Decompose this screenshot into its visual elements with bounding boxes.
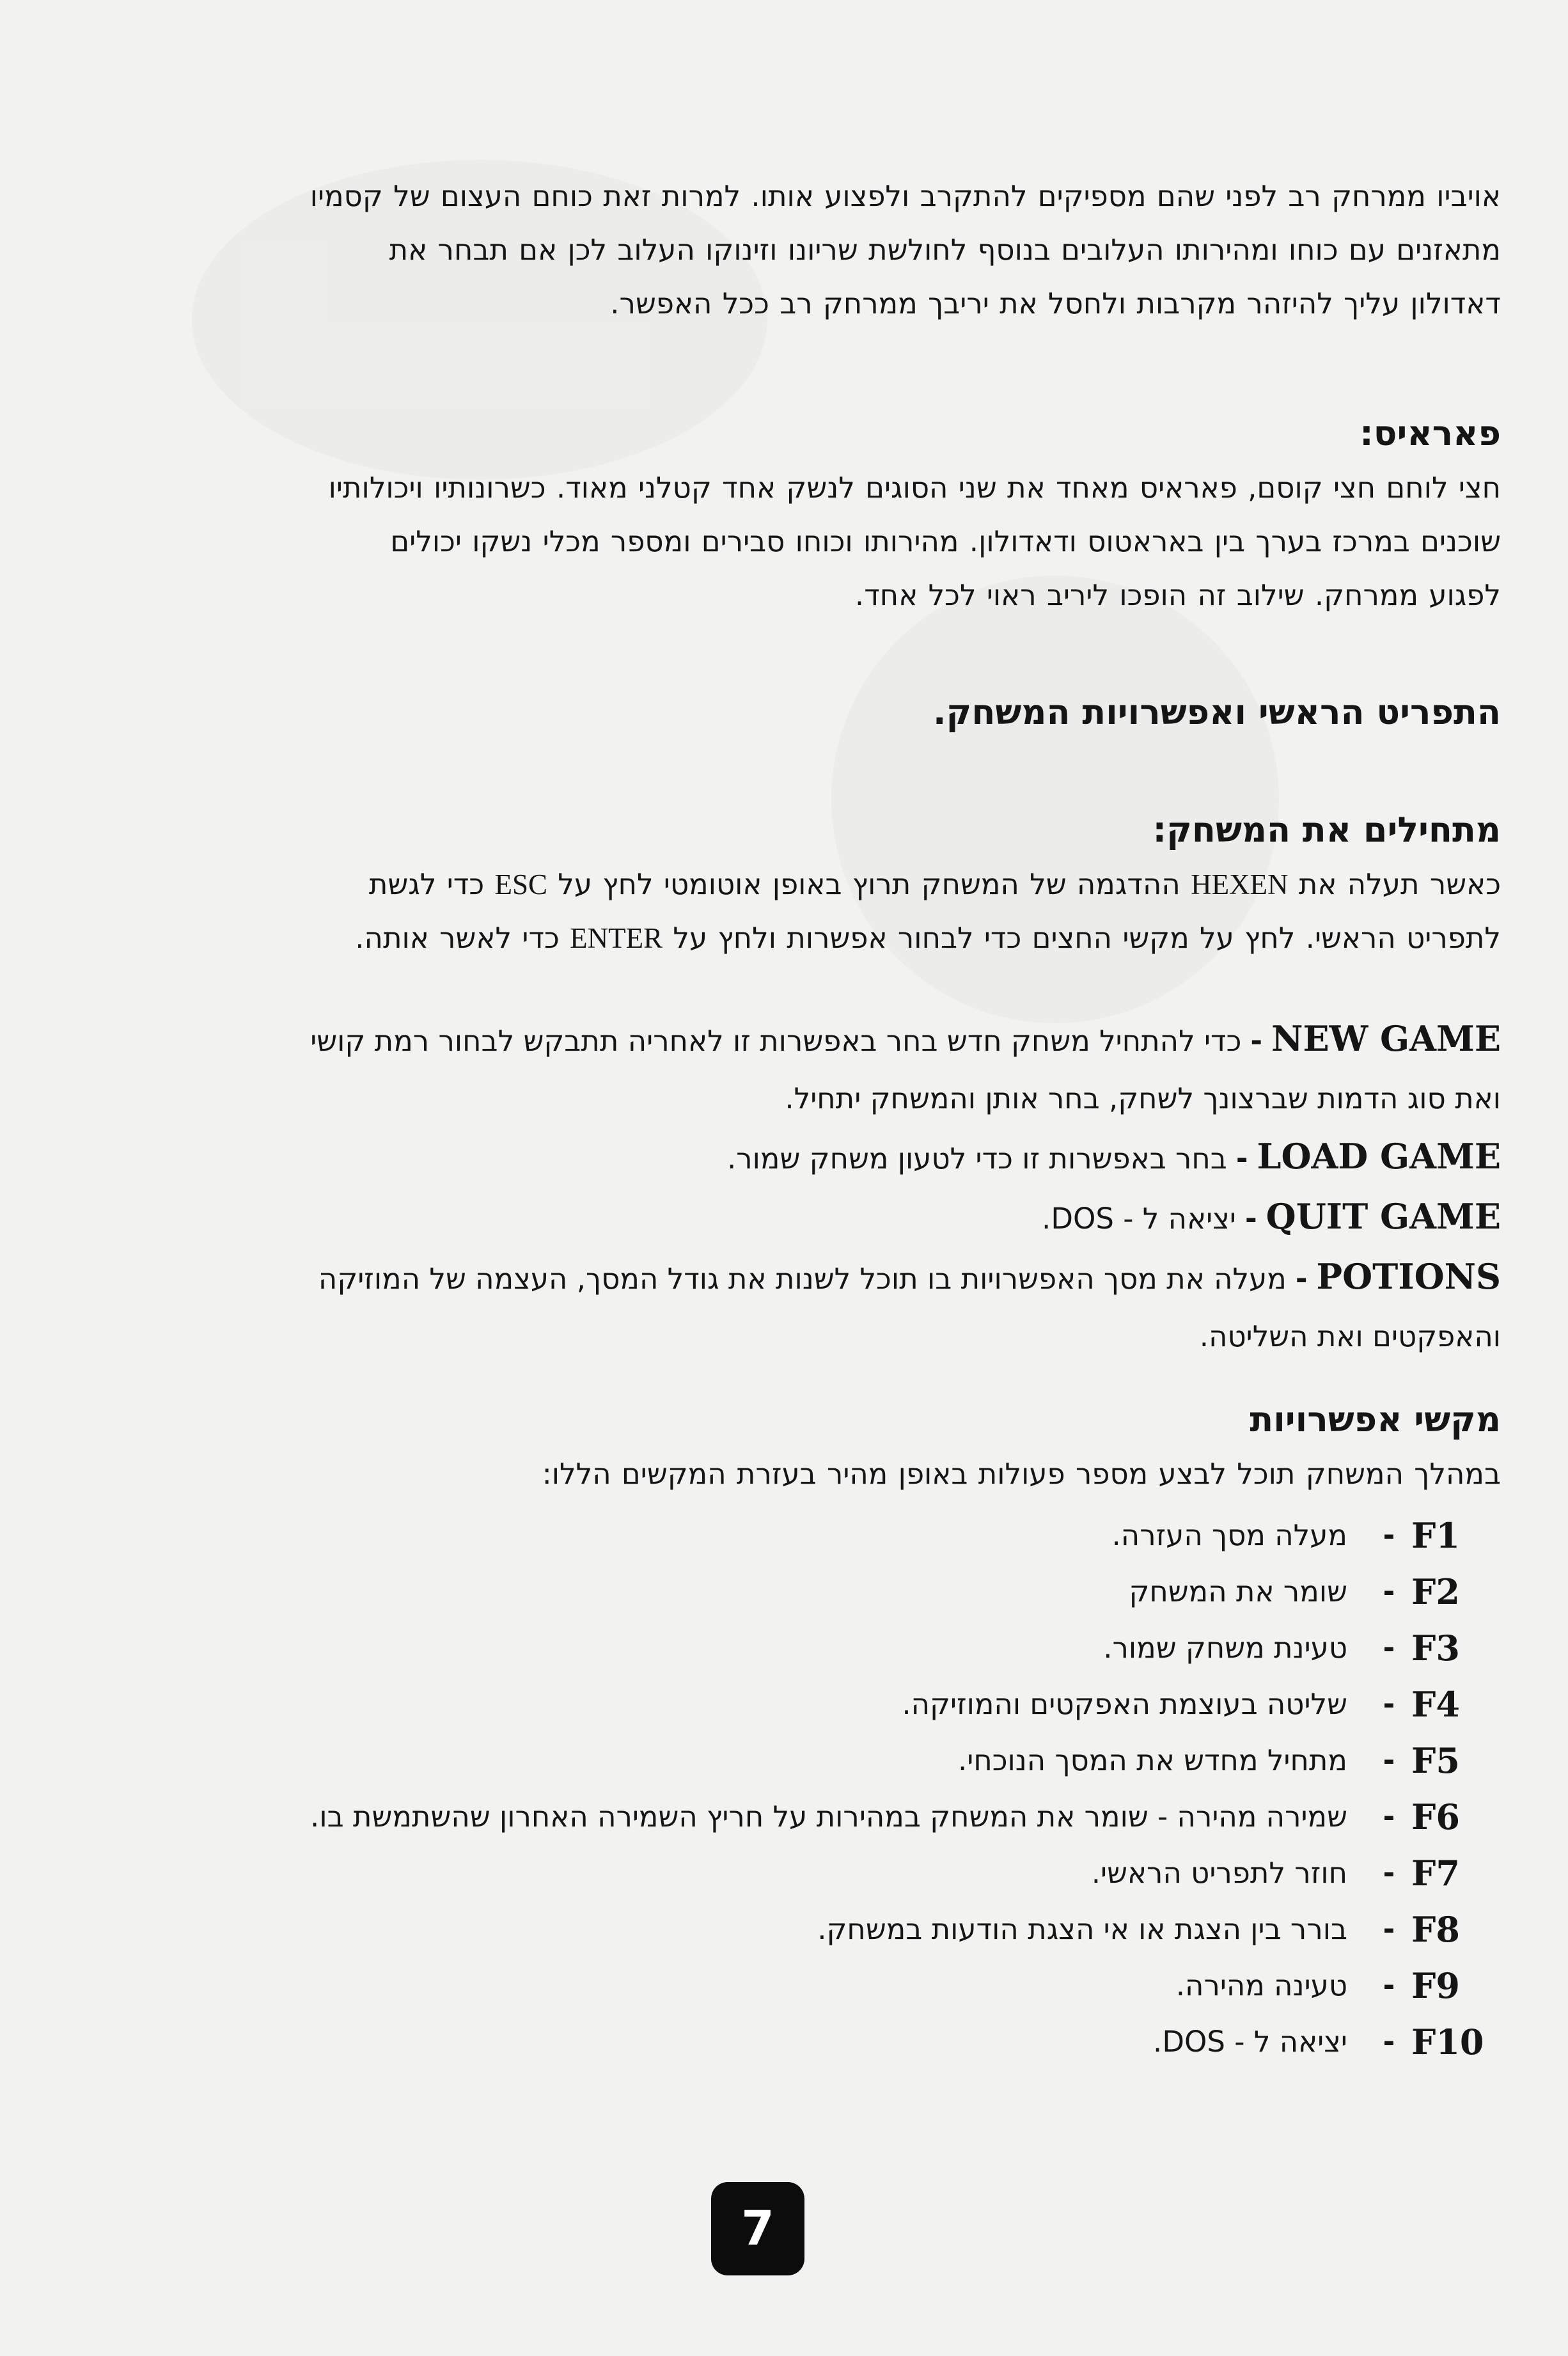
option-description: יציאה ל - DOS. <box>1042 1202 1236 1236</box>
shortcut-row-f5 <box>52 1732 1501 1789</box>
shortcut-key: F1 <box>1411 1515 1460 1556</box>
shortcut-row-f9 <box>52 1958 1501 2014</box>
menu-options-list <box>52 1010 1501 1365</box>
option-description: בחר באפשרות זו כדי לטעון משחק שמור. <box>726 1142 1227 1175</box>
option-quit-game <box>52 1188 1501 1248</box>
spacer <box>52 1365 1501 1392</box>
hexen-term: HEXEN <box>1191 868 1289 900</box>
shortcut-row-f4 <box>52 1676 1501 1732</box>
option-load-game <box>52 1127 1501 1188</box>
shortcut-dash: - <box>1383 1856 1395 1890</box>
text-fragment: כדי לגשת <box>368 867 495 901</box>
text-fragment: ההדגמה של המשחק תרוץ באופן אוטומטי לחץ על <box>547 867 1191 901</box>
shortcut-row-f3 <box>52 1620 1501 1676</box>
shortcut-row-f1 <box>52 1507 1501 1564</box>
shortcut-dash: - <box>1383 1743 1395 1777</box>
section-heading-starting: מתחילים את המשחק: <box>1152 810 1501 850</box>
paraeis-paragraph <box>52 461 1501 622</box>
shortcut-dash: - <box>1383 1631 1395 1665</box>
shortcut-key: F9 <box>1411 1965 1460 2006</box>
shortcut-keys-list <box>52 1507 1501 2070</box>
spacer <box>52 622 1501 685</box>
spacer <box>52 740 1501 803</box>
page-content <box>52 169 1501 2070</box>
shortcut-description: חוזר לתפריט הראשי. <box>1091 1856 1347 1890</box>
shortcut-key: F7 <box>1411 1853 1460 1894</box>
shortcut-row-f6 <box>52 1789 1501 1845</box>
shortcuts-intro: במהלך המשחק תוכל לבצע מספר פעולות באופן מהיר בעזרת המקשים הללו: <box>542 1457 1501 1491</box>
text-line <box>52 911 1501 965</box>
shortcut-dash: - <box>1383 1575 1395 1608</box>
shortcut-key: F2 <box>1411 1571 1460 1612</box>
archer-paragraph <box>52 169 1501 331</box>
text-line: חצי לוחם חצי קוסם, פאראיס מאחד את שני הסוגים לנשק אחד קטלני מאוד. כשרונותיו ויכולותיו <box>328 471 1501 505</box>
option-keyword: NEW GAME <box>1271 1018 1501 1059</box>
option-description: מעלה את מסך האפשרויות בו תוכל לשנות את גודל המסך, העצמה של המוזיקה <box>318 1262 1287 1296</box>
text-line: לפגוע ממרחק. שילוב זה הופכו ליריב ראוי לכל אחד. <box>854 578 1501 612</box>
shortcut-key: F3 <box>1411 1628 1460 1669</box>
option-description: כדי להתחיל משחק חדש בחר באפשרות זו לאחריה תתבקש לבחור רמת קושי <box>310 1024 1242 1058</box>
option-keyword: POTIONS <box>1316 1256 1501 1297</box>
shortcut-dash: - <box>1383 2025 1395 2059</box>
shortcut-description: מתחיל מחדש את המסך הנוכחי. <box>957 1743 1347 1777</box>
text-line <box>52 858 1501 911</box>
option-dash: - <box>1250 1024 1263 1058</box>
shortcut-description: שליטה בעוצמת האפקטים והמוזיקה. <box>902 1687 1347 1721</box>
enter-key-term: ENTER <box>570 922 663 954</box>
option-new-game <box>52 1010 1501 1070</box>
shortcut-dash: - <box>1383 1800 1395 1834</box>
shortcut-description: טעינת משחק שמור. <box>1103 1631 1347 1665</box>
option-potions <box>52 1248 1501 1308</box>
option-dash: - <box>1295 1262 1308 1296</box>
page-number-badge: 7 <box>711 2182 804 2275</box>
shortcut-key: F4 <box>1411 1684 1460 1725</box>
option-keyword: QUIT GAME <box>1266 1196 1501 1237</box>
text-line: דאדולון עליך להיזהר מקרבות ולחסל את יריבך ממרחק רב ככל האפשר. <box>610 287 1501 320</box>
shortcut-row-f2 <box>52 1564 1501 1620</box>
shortcut-key: F8 <box>1411 1909 1460 1950</box>
section-heading-shortcuts: מקשי אפשרויות <box>1250 1399 1501 1440</box>
text-line: מתאזנים עם כוחו ומהירותו העלובים בנוסף לחולשת שריונו וזינוקו העלוב לכן אם תבחר את <box>389 233 1501 267</box>
option-dash: - <box>1235 1142 1248 1175</box>
text-line: שוכנים במרכז בערך בין באראטוס ודאדולון. מהירותו וכוחו סבירים ומספר מכלי נשקו יכולים <box>390 524 1501 558</box>
shortcut-key: F6 <box>1411 1796 1460 1837</box>
shortcut-row-f7 <box>52 1845 1501 1901</box>
shortcut-key: F10 <box>1411 2022 1484 2062</box>
shortcut-description: שומר את המשחק <box>1129 1575 1347 1608</box>
shortcut-dash: - <box>1383 1687 1395 1721</box>
spacer <box>52 331 1501 406</box>
starting-paragraph <box>52 858 1501 965</box>
text-fragment: כאשר תעלה את <box>1288 867 1501 901</box>
option-dash: - <box>1244 1202 1257 1236</box>
shortcut-description: שמירה מהירה - שומר את המשחק במהירות על חריץ השמירה האחרון שהשתמשת בו. <box>310 1800 1347 1834</box>
spacer <box>52 965 1501 1010</box>
section-heading-paraeis: פאראיס: <box>1360 413 1501 453</box>
section-heading-main-menu: התפריט הראשי ואפשרויות המשחק. <box>933 692 1501 732</box>
shortcut-row-f10 <box>52 2014 1501 2070</box>
shortcut-dash: - <box>1383 1912 1395 1946</box>
shortcut-dash: - <box>1383 1518 1395 1552</box>
shortcut-description: יציאה ל - DOS. <box>1153 2025 1347 2059</box>
text-fragment: לתפריט הראשי. לחץ על מקשי החצים כדי לבחור אפשרות ולחץ על <box>662 921 1501 955</box>
shortcut-key: F5 <box>1411 1740 1460 1781</box>
shortcut-description: בורר בין הצגת או אי הצגת הודעות במשחק. <box>817 1912 1347 1946</box>
option-new-game-cont: ואת סוג הדמות שברצונך לשחק, בחר אותן והמשחק יתחיל. <box>785 1081 1501 1115</box>
text-fragment: כדי לאשר אותה. <box>355 921 570 955</box>
option-potions-cont: והאפקטים ואת השליטה. <box>1199 1319 1501 1353</box>
shortcut-description: מעלה מסך העזרה. <box>1111 1518 1347 1552</box>
shortcut-description: טעינה מהירה. <box>1175 1968 1347 2002</box>
shortcut-dash: - <box>1383 1968 1395 2002</box>
option-keyword: LOAD GAME <box>1257 1136 1501 1177</box>
shortcut-row-f8 <box>52 1901 1501 1958</box>
esc-key-term: ESC <box>494 868 547 900</box>
text-line: אויביו ממרחק רב לפני שהם מספיקים להתקרב ולפצוע אותו. למרות זאת כוחם העצום של קסמיו <box>310 179 1501 213</box>
